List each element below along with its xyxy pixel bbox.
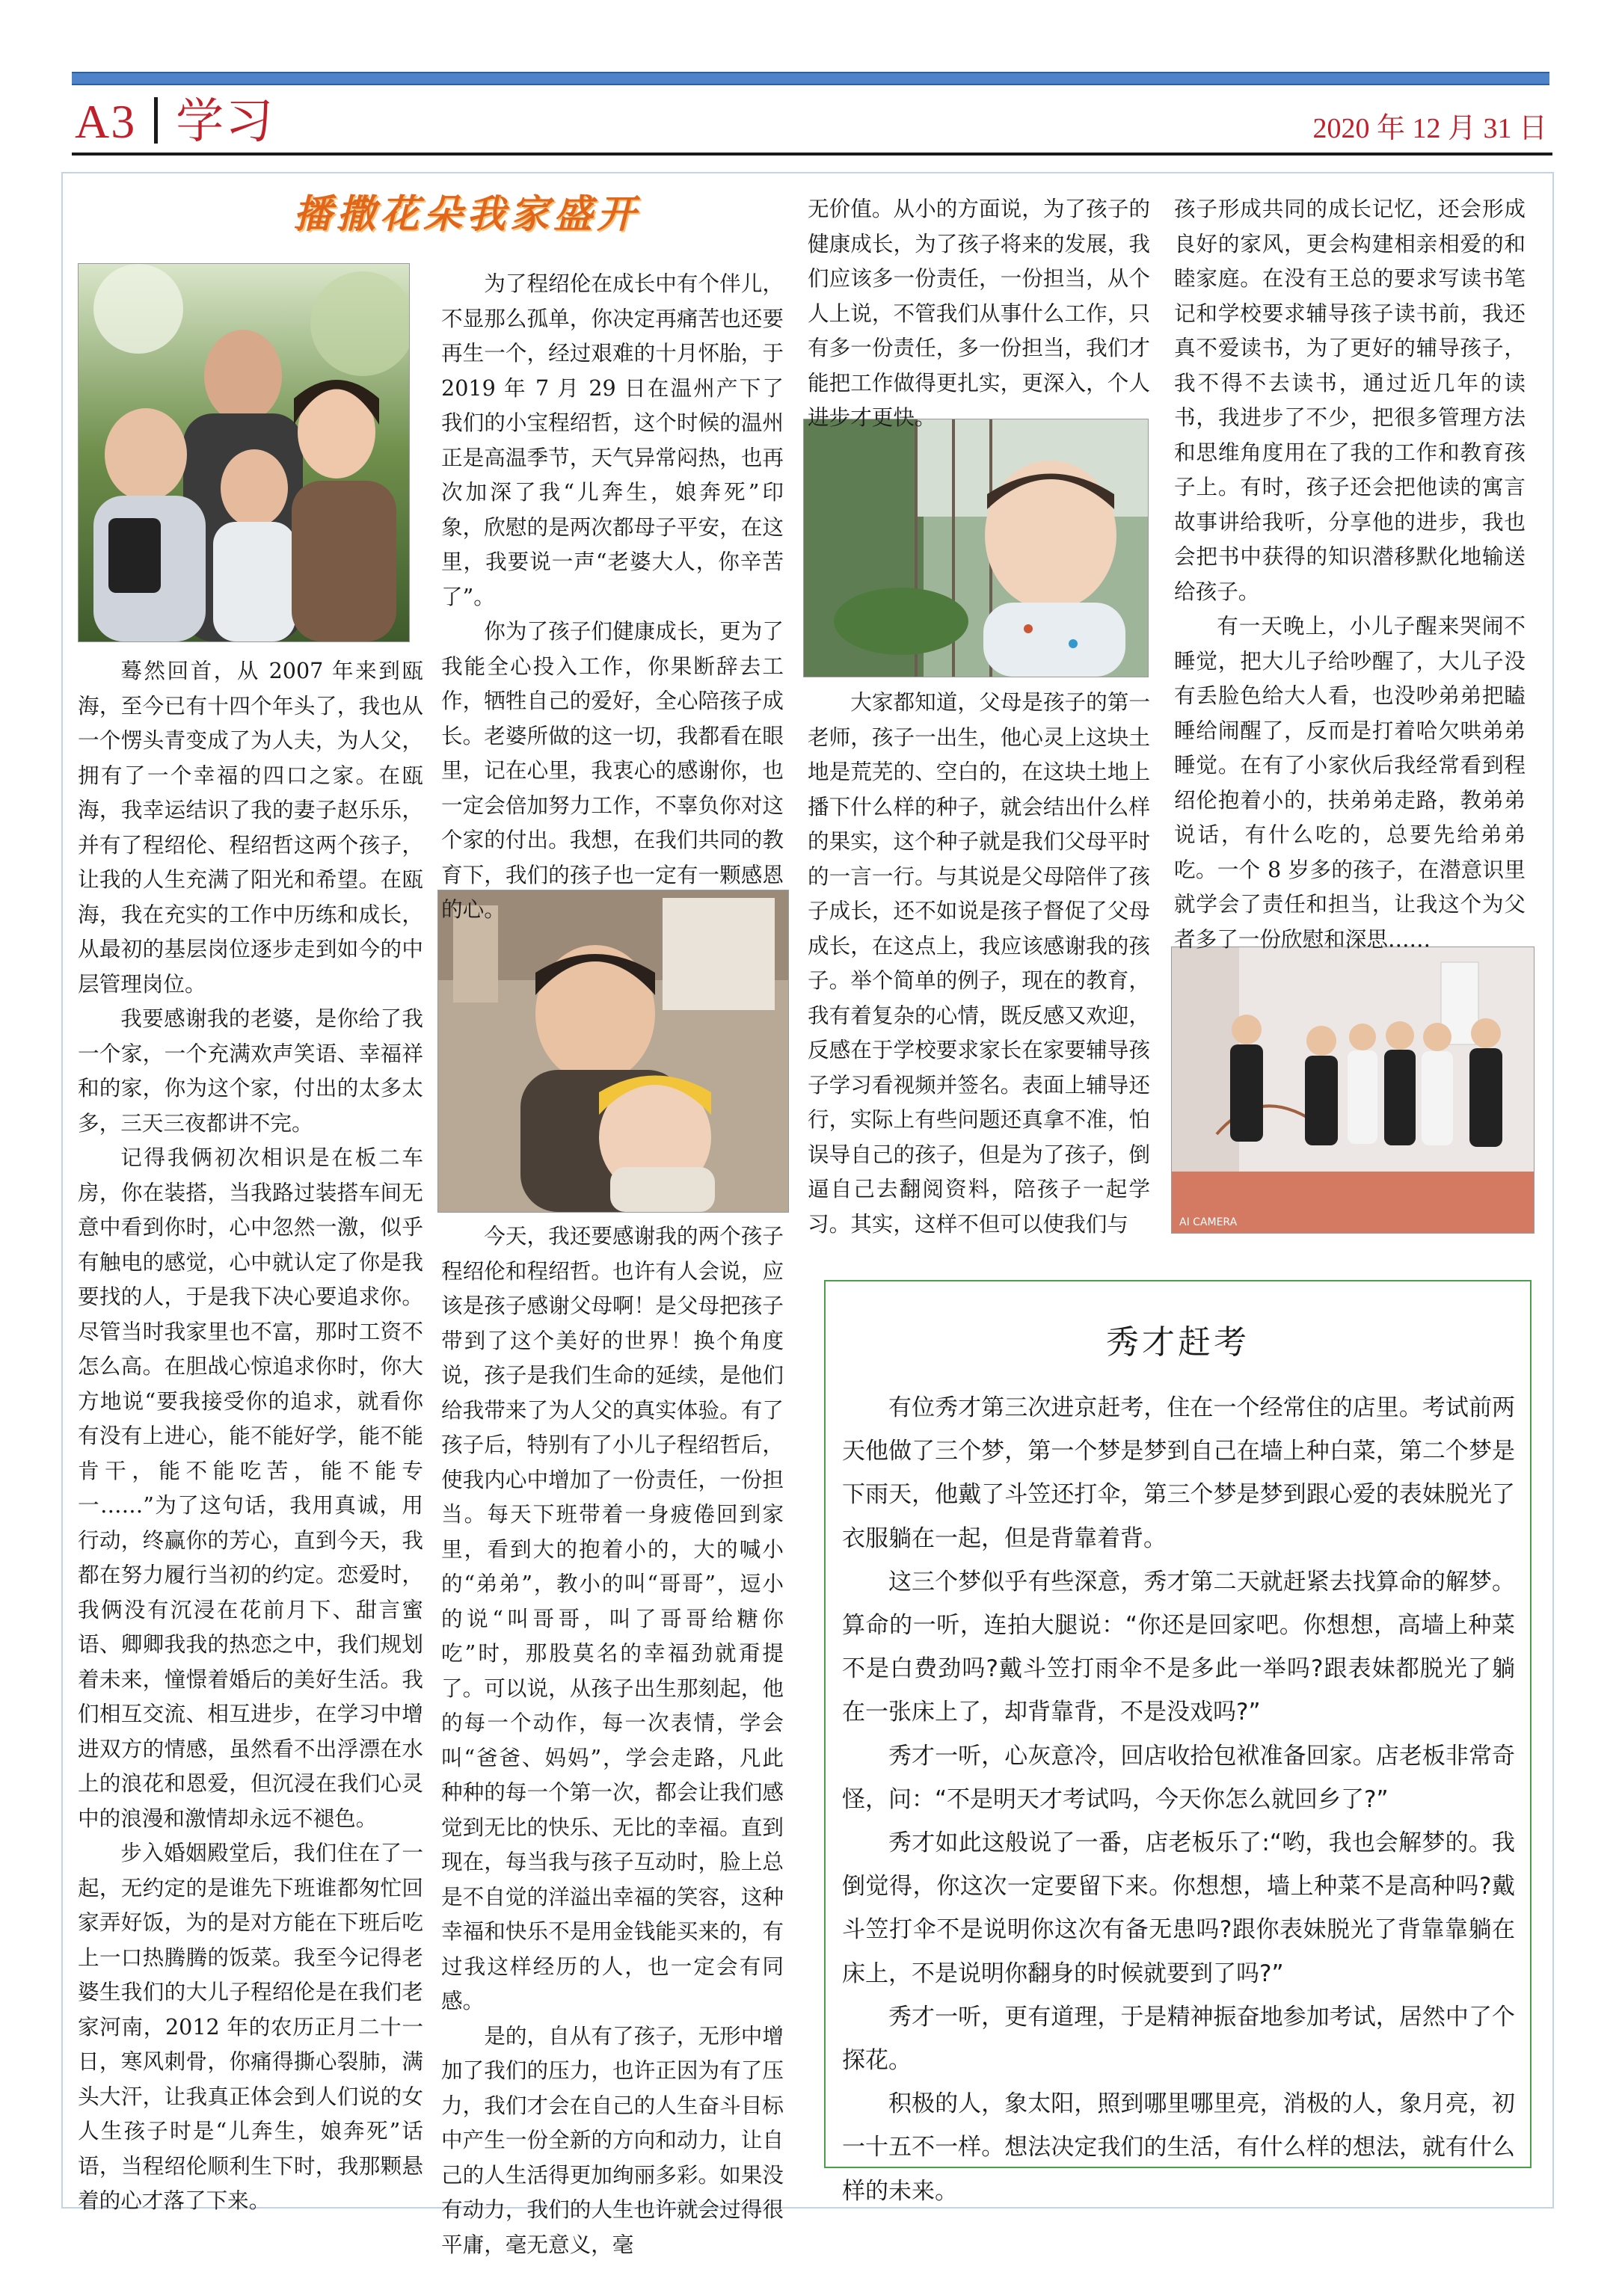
brothers-photo	[437, 890, 789, 1213]
toddler-photo	[803, 419, 1149, 677]
paragraph: 蓦然回首，从 2007 年来到瓯海，至今已有十四个年头了，我也从一个愣头青变成了为人夫，为人父，拥有了一个幸福的四口之家。在瓯海，我幸运结识了我的妻子赵乐乐，并有了程绍伦、程绍哲这两个孩子，让我的人生充满了阳光和希望。在瓯海，我在充实的工作中历练和成长，从最初的基层岗位逐步走到如今的中层管理岗位。	[78, 658, 423, 997]
paragraph: 步入婚姻殿堂后，我们住在了一起，无约定的是谁先下班谁都匆忙回家弄好饭，为的是对方能在下班后吃上一口热腾腾的饭菜。我至今记得老婆生我们的大儿子程绍伦是在我们老家河南，2012 年的农历正月二十一日，寒风刺骨，你痛得撕心裂肺，满头大汗，让我真正体会到人们说的女人生孩子时是“儿奔生，娘奔死”话语，当程绍伦顺利生下时，我那颗悬着的心才落了下来。	[78, 1840, 423, 2213]
paragraph: 秀才一听，心灰意冷，回店收拾包袱准备回家。店老板非常奇怪，问：“不是明天才考试吗，今天你怎么就回乡了?”	[842, 1742, 1515, 1813]
story-title: 秀才赶考	[1106, 1323, 1250, 1361]
family-photo	[78, 263, 410, 642]
paragraph: 孩子形成共同的成长记忆，还会形成良好的家风，更会构建相亲相爱的和睦家庭。在没有王总的要求写读书笔记和学校要求辅导孩子读书前，我还真不爱读书，为了更好的辅导孩子，我不得不去读书，通过近几年的读书，我进步了不少，把很多管理方法和思维角度用在了我的工作和教育孩子上。有时，孩子还会把他读的寓言故事讲给我听，分享他的进步，我也会把书中获得的知识潜移默化地输送给孩子。	[1174, 196, 1526, 604]
article-column-3-top	[808, 191, 1150, 435]
article-column-3-bottom	[808, 685, 1150, 1241]
paragraph: 有一天晚上，小儿子醒来哭闹不睡觉，把大儿子给吵醒了，大儿子没有丢脸色给大人看，也没吵弟弟把瞌睡给闹醒了，反而是打着哈欠哄弟弟睡觉。在有了小家伙后我经常看到程绍伦抱着小的，扶弟弟走路，教弟弟说话，有什么吃的，总要先给弟弟吃。一个 8 岁多的孩子，在潜意识里就学会了责任和担当，让我这个为父者多了一份欣慰和深思……	[1174, 613, 1526, 952]
family-photo-image	[79, 264, 409, 641]
paragraph: 积极的人，象太阳，照到哪里哪里亮，消极的人，象月亮，初一十五不一样。想法决定我们的生活，有什么样的想法，就有什么样的未来。	[842, 2090, 1515, 2205]
story-box	[824, 1280, 1532, 2205]
article-column-4	[1174, 191, 1526, 956]
group-photo-image	[1172, 947, 1534, 1233]
toddler-photo-image	[804, 419, 1148, 677]
top-color-bar	[72, 72, 1549, 85]
paragraph: 是的，自从有了孩子，无形中增加了我们的压力，也许正因为有了压力，我们才会在自己的人生奋斗目标中产生一份全新的方向和动力，让自己的人生活得更加绚丽多彩。如果没有动力，我们的人生也许就会过得很平庸，毫无意义，毫	[441, 2022, 784, 2257]
section-divider	[154, 97, 158, 144]
group-photo	[1171, 947, 1534, 1234]
story-body	[842, 1386, 1515, 2213]
article-column-2-top	[441, 266, 784, 927]
paragraph: 你为了孩子们健康成长，更为了我能全心投入工作，你果断辞去工作，牺牲自己的爱好，全心陪孩子成长。老婆所做的这一切，我都看在眼里，记在心里，我衷心的感谢你，也一定会倍加努力工作，不辜负你对这个家的付出。我想，在我们共同的教育下，我们的孩子也一定有一颗感恩的心。	[441, 618, 784, 922]
paragraph: 我要感谢我的老婆，是你给了我一个家，一个充满欢声笑语、幸福祥和的家，你为这个家，付出的太多太多，三天三夜都讲不完。	[78, 1006, 423, 1136]
issue-date: 2020 年 12 月 31 日	[1312, 113, 1547, 144]
article-column-1	[78, 653, 423, 2218]
paragraph: 这三个梦似乎有些深意，秀才第二天就赶紧去找算命的解梦。算命的一听，连拍大腿说：“你还是回家吧。你想想，高墙上种菜不是白费劲吗?戴斗笠打雨伞不是多此一举吗?跟表妹都脱光了躺在一张床上了，却背靠背，不是没戏吗?”	[842, 1568, 1515, 1726]
paragraph: 秀才如此这般说了一番，店老板乐了:“哟，我也会解梦的。我倒觉得，你这次一定要留下来。你想想，墙上种菜不是高种吗?戴斗笠打伞不是说明你这次有备无患吗?跟你表妹脱光了背靠靠躺在床上，不是说明你翻身的时候就要到了吗?”	[842, 1829, 1515, 1987]
paragraph: 有位秀才第三次进京赶考，住在一个经常住的店里。考试前两天他做了三个梦，第一个梦是梦到自己在墙上种白菜，第二个梦是下雨天，他戴了斗笠还打伞，第三个梦是梦到跟心爱的表妹脱光了衣服躺在一起，但是背靠着背。	[842, 1394, 1515, 1552]
paragraph: 为了程绍伦在成长中有个伴儿，不显那么孤单，你决定再痛苦也还要再生一个，经过艰难的十月怀胎，于 2019 年 7 月 29 日在温州产下了我们的小宝程绍哲，这个时候的温州正是高温季节，天气异常闷热，也再次加深了我“儿奔生，娘奔死”印象，欣慰的是两次都母子平安，在这里，我要说一声“老婆大人，你辛苦了”。	[441, 271, 784, 609]
paragraph: 记得我俩初次相识是在板二车房，你在装搭，当我路过装搭车间无意中看到你时，心中忽然一激，似乎有触电的感觉，心中就认定了你是我要找的人，于是我下决心要追求你。尽管当时我家里也不富，那时工资不怎么高。在胆战心惊追求你时，你大方地说“要我接受你的追求，就看你有没有上进心，能不能好学，能不能肯干，能不能吃苦，能不能专一……”为了这句话，我用真诚，用行动，终赢你的芳心，直到今天，我都在努力履行当初的约定。恋爱时，我俩没有沉浸在花前月下、甜言蜜语、卿卿我我的热恋之中，我们规划着未来，憧憬着婚后的美好生活。我们相互交流、相互进步，在学习中增进双方的情感，虽然看不出浮漂在水上的浪花和恩爱，但沉浸在我们心灵中的浪漫和激情却永远不褪色。	[78, 1145, 423, 1831]
header-rule	[72, 153, 1552, 156]
paragraph: 秀才一听，更有道理，于是精神振奋地参加考试，居然中了个探花。	[842, 2003, 1515, 2075]
page-number: A3	[75, 95, 137, 148]
brothers-photo-image	[438, 890, 788, 1212]
paragraph: 大家都知道，父母是孩子的第一老师，孩子一出生，他心灵上这块土地是荒芜的、空白的，在这块土地上播下什么样的种子，就会结出什么样的果实，这个种子就是我们父母平时的一言一行。与其说是父母陪伴了孩子成长，还不如说是孩子督促了父母成长，在这点上，我应该感谢我的孩子。举个简单的例子，现在的教育，我有着复杂的心情，既反感又欢迎，反感在于学校要求家长在家要辅导孩子学习看视频并签名。表面上辅导还行，实际上有些问题还真拿不准，怕误导自己的孩子，但是为了孩子，倒逼自己去翻阅资料，陪孩子一起学习。其实，这样不但可以使我们与	[808, 689, 1150, 1237]
camera-watermark: AI CAMERA	[1179, 1216, 1238, 1228]
section-label	[75, 88, 274, 156]
paragraph: 无价值。从小的方面说，为了孩子的健康成长，为了孩子将来的发展，我们应该多一份责任，一份担当，从个人上说，不管我们从事什么工作，只有多一份责任，多一份担当，我们才能把工作做得更扎实，更深入，个人进步才更快。	[808, 196, 1150, 430]
article-title: 播撒花朵我家盛开	[293, 191, 641, 237]
section-name: 学习	[176, 95, 275, 148]
paragraph: 今天，我还要感谢我的两个孩子程绍伦和程绍哲。也许有人会说，应该是孩子感谢父母啊！是父母把孩子带到了这个美好的世界！换个角度说，孩子是我们生命的延续，是他们给我带来了为人父的真实体验。有了孩子后，特别有了小儿子程绍哲后，使我内心中增加了一份责任，一份担当。每天下班带着一身疲倦回到家里，看到大的抱着小的，大的喊小的“弟弟”，教小的叫“哥哥”，逗小的说“叫哥哥，叫了哥哥给糖你吃”时，那股莫名的幸福劲就甭提了。可以说，从孩子出生那刻起，他的每一个动作，每一次表情，学会叫“爸爸、妈妈”，学会走路，凡此种种的每一个第一次，都会让我们感觉到无比的快乐、无比的幸福。直到现在，每当我与孩子互动时，脸上总是不自觉的洋溢出幸福的笑容，这种幸福和快乐不是用金钱能买来的，有过我这样经历的人，也一定会有同感。	[441, 1223, 784, 2013]
article-column-2-bottom	[441, 1219, 784, 2262]
